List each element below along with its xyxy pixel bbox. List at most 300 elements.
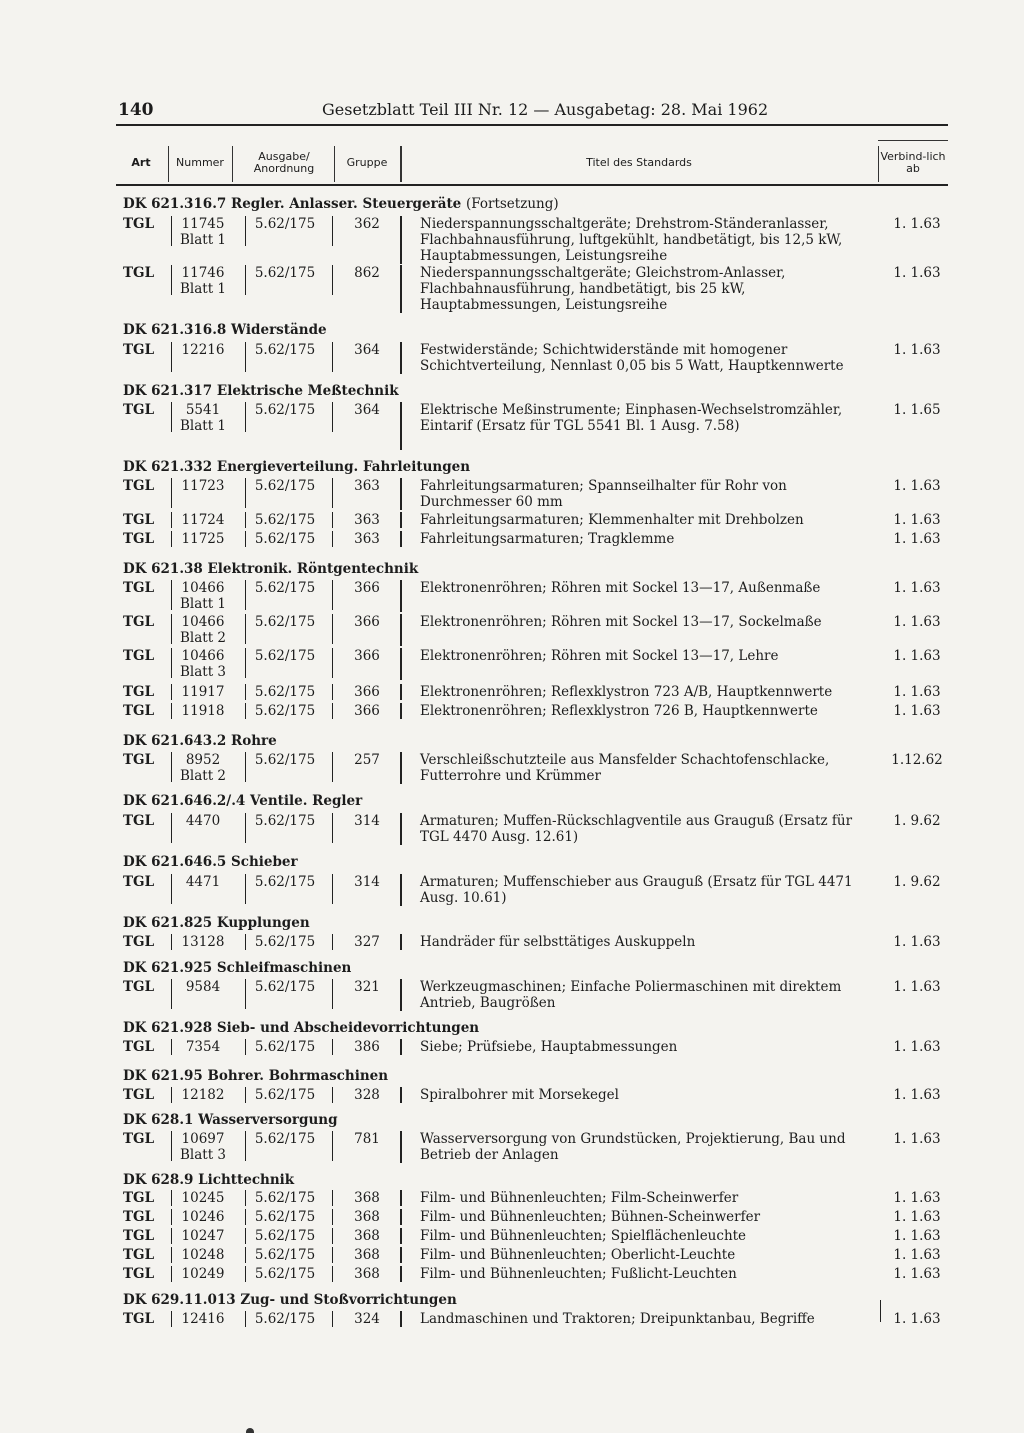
column-rule (171, 1039, 172, 1055)
section-title-text: DK 621.316.8 Widerstände (123, 322, 327, 338)
nummer-value: 12416 (181, 1311, 225, 1327)
column-rule (171, 342, 172, 372)
column-rule (245, 1087, 246, 1103)
section-title-text: DK 621.332 Energieverteilung. Fahrleitungen (123, 459, 471, 475)
gruppe-cell: 366 (354, 684, 380, 700)
titel-cell: Film- und Bühnenleuchten; Fußlicht-Leuchten (420, 1266, 737, 1282)
column-rule (245, 1266, 246, 1282)
column-rule (332, 703, 333, 719)
verbind-cell: 1. 1.65 (893, 402, 941, 418)
nummer-value: 10249 (181, 1266, 225, 1282)
section-title (123, 1020, 479, 1036)
column-rule (400, 342, 402, 374)
gruppe-cell: 321 (354, 979, 380, 995)
section-title (123, 960, 351, 976)
gruppe-cell: 257 (354, 752, 380, 768)
column-rule (400, 1247, 402, 1263)
column-rule (245, 614, 246, 644)
titel-cell: Film- und Bühnenleuchten; Film-Scheinwerfer (420, 1190, 739, 1206)
section-title (123, 322, 327, 338)
column-rule (332, 512, 333, 528)
ausgabe-cell: 5.62/175 (254, 402, 316, 418)
nummer-cell (168, 1039, 238, 1055)
column-rule (171, 1266, 172, 1282)
ausgabe-cell: 5.62/175 (254, 648, 316, 664)
verbind-cell: 1. 1.63 (893, 1190, 941, 1206)
section-title (123, 1292, 457, 1308)
ausgabe-cell: 5.62/175 (254, 1266, 316, 1282)
column-separator (232, 146, 233, 182)
gruppe-cell: 366 (354, 614, 380, 630)
nummer-value: 11917 (181, 684, 225, 700)
column-rule (400, 614, 402, 646)
blatt-value: Blatt 1 (179, 418, 227, 434)
titel-cell: Elektronenröhren; Röhren mit Sockel 13—17, Sockelmaße (420, 614, 822, 630)
ausgabe-cell: 5.62/175 (254, 752, 316, 768)
print-mark (246, 1428, 254, 1433)
gruppe-cell: 314 (354, 813, 380, 829)
column-rule (171, 1131, 172, 1161)
column-rule (400, 979, 402, 1011)
verbind-cell: 1. 1.63 (893, 1228, 941, 1244)
gruppe-cell: 364 (354, 342, 380, 358)
gruppe-cell: 366 (354, 580, 380, 596)
column-rule (245, 813, 246, 843)
column-rule (245, 752, 246, 782)
art-cell: TGL (123, 402, 155, 418)
art-cell: TGL (123, 1087, 155, 1103)
section-title-text: DK 621.646.2/.4 Ventile. Regler (123, 793, 363, 809)
section-title-text: DK 621.643.2 Rohre (123, 733, 277, 749)
column-rule (245, 512, 246, 528)
section-title (123, 733, 277, 749)
column-rule (171, 1087, 172, 1103)
nummer-cell (168, 1087, 238, 1103)
nummer-value: 10466 (181, 580, 225, 596)
section-title-extension: (Fortsetzung) (465, 196, 559, 212)
column-rule (171, 934, 172, 950)
gruppe-cell: 324 (354, 1311, 380, 1327)
nummer-cell (168, 216, 238, 248)
column-rule (245, 216, 246, 246)
nummer-value: 5541 (185, 402, 221, 418)
titel-cell: Elektronenröhren; Reflexklystron 726 B, Hauptkennwerte (420, 703, 818, 719)
column-rule (332, 1228, 333, 1244)
gruppe-cell: 362 (354, 216, 380, 232)
titel-cell: Elektronenröhren; Röhren mit Sockel 13—17, Lehre (420, 648, 779, 664)
nummer-value: 13128 (181, 934, 225, 950)
nummer-cell (168, 402, 238, 434)
column-rule (332, 1247, 333, 1263)
column-rule (332, 531, 333, 547)
column-rule (332, 1209, 333, 1225)
verbind-cell: 1. 1.63 (893, 580, 941, 596)
column-rule (400, 580, 402, 612)
verbind-cell: 1. 1.63 (893, 512, 941, 528)
nummer-cell (168, 1131, 238, 1163)
art-cell: TGL (123, 1228, 155, 1244)
column-rule (171, 580, 172, 610)
ausgabe-cell: 5.62/175 (254, 813, 316, 829)
gruppe-cell: 366 (354, 648, 380, 664)
column-header-art: Art (131, 156, 151, 169)
section-title-text: DK 621.646.5 Schieber (123, 854, 298, 870)
column-rule (400, 1228, 402, 1244)
art-cell: TGL (123, 703, 155, 719)
column-rule (400, 813, 402, 845)
gruppe-cell: 363 (354, 478, 380, 494)
ausgabe-cell: 5.62/175 (254, 1247, 316, 1263)
header-rule (116, 124, 948, 126)
column-rule (245, 1228, 246, 1244)
gruppe-cell: 368 (354, 1190, 380, 1206)
nummer-value: 11746 (181, 265, 225, 281)
nummer-value: 11745 (181, 216, 225, 232)
section-title-text: DK 628.9 Lichttechnik (123, 1172, 295, 1188)
column-rule (245, 684, 246, 700)
art-cell: TGL (123, 874, 155, 890)
column-rule (400, 531, 402, 547)
art-cell: TGL (123, 614, 155, 630)
nummer-cell (168, 979, 238, 995)
ausgabe-cell: 5.62/175 (254, 342, 316, 358)
verbind-cell: 1. 1.63 (893, 1131, 941, 1147)
column-rule (245, 580, 246, 610)
gruppe-cell: 363 (354, 512, 380, 528)
column-rule (400, 874, 402, 906)
column-rule (400, 1266, 402, 1282)
blatt-value: Blatt 1 (179, 281, 227, 297)
column-rule (332, 1131, 333, 1161)
column-rule (245, 1247, 246, 1263)
titel-cell: Fahrleitungsarmaturen; Spannseilhalter für Rohr von Durchmesser 60 mm (420, 478, 787, 510)
nummer-cell (168, 1228, 238, 1244)
titel-cell: Armaturen; Muffen-Rückschlagventile aus Grauguß (Ersatz für TGL 4470 Ausg. 12.61) (420, 813, 853, 845)
column-rule (332, 1190, 333, 1206)
gruppe-cell: 328 (354, 1087, 380, 1103)
ausgabe-cell: 5.62/175 (254, 1209, 316, 1225)
art-cell: TGL (123, 216, 155, 232)
column-rule (332, 979, 333, 1009)
nummer-value: 11725 (181, 531, 225, 547)
titel-cell: Wasserversorgung von Grundstücken, Projektierung, Bau und Betrieb der Anlagen (420, 1131, 846, 1163)
gruppe-cell: 386 (354, 1039, 380, 1055)
ausgabe-cell: 5.62/175 (254, 1039, 316, 1055)
column-rule (245, 478, 246, 508)
column-rule (171, 1247, 172, 1263)
verbind-cell: 1. 1.63 (893, 648, 941, 664)
section-title-text: DK 629.11.013 Zug- und Stoßvorrichtungen (123, 1292, 457, 1308)
column-rule (245, 342, 246, 372)
nummer-value: 12182 (181, 1087, 225, 1103)
nummer-cell (168, 580, 238, 612)
column-rule (400, 1087, 402, 1103)
art-cell: TGL (123, 1039, 155, 1055)
verbind-cell: 1. 1.63 (893, 934, 941, 950)
nummer-value: 10466 (181, 614, 225, 630)
titel-cell: Handräder für selbsttätiges Auskuppeln (420, 934, 696, 950)
column-rule (171, 1190, 172, 1206)
titel-cell: Verschleißschutzteile aus Mansfelder Schachtofenschlacke, Futterrohre und Krümmer (420, 752, 830, 784)
nummer-value: 11723 (181, 478, 225, 494)
nummer-cell (168, 342, 238, 358)
column-rule (332, 614, 333, 644)
page-number: 140 (118, 100, 154, 120)
column-rule (171, 512, 172, 528)
column-rule (171, 531, 172, 547)
column-rule (171, 684, 172, 700)
column-rule (332, 342, 333, 372)
column-rule (332, 1039, 333, 1055)
verbind-cell: 1. 9.62 (893, 813, 941, 829)
column-rule (171, 752, 172, 782)
column-header-gruppe: Gruppe (346, 156, 388, 169)
column-rule (245, 1131, 246, 1161)
column-rule (332, 752, 333, 782)
art-cell: TGL (123, 1209, 155, 1225)
nummer-cell (168, 265, 238, 297)
nummer-cell (168, 703, 238, 719)
blatt-value: Blatt 2 (179, 630, 227, 646)
column-header-titel: Titel des Standards (586, 156, 692, 169)
nummer-cell (168, 478, 238, 494)
nummer-cell (168, 1311, 238, 1327)
art-cell: TGL (123, 1311, 155, 1327)
art-cell: TGL (123, 648, 155, 664)
section-title-text: DK 628.1 Wasserversorgung (123, 1112, 338, 1128)
titel-cell: Film- und Bühnenleuchten; Spielflächenleuchte (420, 1228, 747, 1244)
art-cell: TGL (123, 1131, 155, 1147)
page-header-title: Gesetzblatt Teil III Nr. 12 — Ausgabetag: 28. Mai 1962 (322, 100, 769, 119)
nummer-value: 11724 (181, 512, 225, 528)
section-title-text: DK 621.316.7 Regler. Anlasser. Steuergeräte (123, 196, 462, 212)
column-rule (332, 402, 333, 432)
column-header-top-rule (878, 140, 948, 141)
section-title-text: DK 621.317 Elektrische Meßtechnik (123, 383, 399, 399)
art-cell: TGL (123, 1247, 155, 1263)
column-rule (400, 216, 402, 264)
verbind-cell: 1. 1.63 (893, 1039, 941, 1055)
column-rule (332, 1311, 333, 1327)
nummer-cell (168, 752, 238, 784)
section-title-text: DK 621.38 Elektronik. Röntgentechnik (123, 561, 419, 577)
column-rule (400, 1039, 402, 1055)
art-cell: TGL (123, 342, 155, 358)
section-title (123, 383, 399, 399)
nummer-value: 8952 (185, 752, 221, 768)
gruppe-cell: 781 (354, 1131, 380, 1147)
gruppe-cell: 363 (354, 531, 380, 547)
column-rule (171, 703, 172, 719)
verbind-cell: 1. 1.63 (893, 531, 941, 547)
art-cell: TGL (123, 512, 155, 528)
column-rule (171, 478, 172, 508)
nummer-cell (168, 512, 238, 528)
art-cell: TGL (123, 934, 155, 950)
nummer-cell (168, 813, 238, 829)
section-title (123, 561, 418, 577)
column-rule (400, 265, 402, 313)
column-rule (400, 402, 402, 450)
column-rule (171, 813, 172, 843)
ausgabe-cell: 5.62/175 (254, 580, 316, 596)
nummer-value: 11918 (181, 703, 225, 719)
column-rule (332, 216, 333, 246)
titel-cell: Spiralbohrer mit Morsekegel (420, 1087, 619, 1103)
column-rule (332, 1266, 333, 1282)
ausgabe-cell: 5.62/175 (254, 1228, 316, 1244)
section-title-text: DK 621.825 Kupplungen (123, 915, 310, 931)
column-rule (332, 813, 333, 843)
margin-mark (880, 1300, 881, 1322)
blatt-value: Blatt 2 (179, 768, 227, 784)
column-rule (171, 1209, 172, 1225)
column-header-verbind: Verbind-lich ab (880, 150, 946, 175)
titel-cell: Fahrleitungsarmaturen; Tragklemme (420, 531, 675, 547)
titel-cell: Siebe; Prüfsiebe, Hauptabmessungen (420, 1039, 678, 1055)
column-rule (332, 648, 333, 678)
column-rule (400, 934, 402, 950)
nummer-value: 10247 (181, 1228, 225, 1244)
ausgabe-cell: 5.62/175 (254, 1190, 316, 1206)
column-rule (245, 648, 246, 678)
ausgabe-cell: 5.62/175 (254, 703, 316, 719)
verbind-cell: 1. 1.63 (893, 478, 941, 494)
column-rule (332, 684, 333, 700)
column-rule (245, 979, 246, 1009)
titel-cell: Niederspannungsschaltgeräte; Gleichstrom-Anlasser, Flachbahnausführung, handbetätigt, bis 25 kW, Hauptabmessungen, Leistungsreihe (420, 265, 786, 313)
titel-cell: Fahrleitungsarmaturen; Klemmenhalter mit Drehbolzen (420, 512, 804, 528)
ausgabe-cell: 5.62/175 (254, 531, 316, 547)
column-rule (245, 703, 246, 719)
art-cell: TGL (123, 1266, 155, 1282)
section-title (123, 1112, 338, 1128)
ausgabe-cell: 5.62/175 (254, 216, 316, 232)
nummer-value: 4470 (185, 813, 221, 829)
titel-cell: Film- und Bühnenleuchten; Bühnen-Scheinwerfer (420, 1209, 761, 1225)
section-title-text: DK 621.95 Bohrer. Bohrmaschinen (123, 1068, 389, 1084)
verbind-cell: 1. 1.63 (893, 216, 941, 232)
column-rule (332, 1087, 333, 1103)
titel-cell: Landmaschinen und Traktoren; Dreipunktanbau, Begriffe (420, 1311, 815, 1327)
section-title (123, 854, 298, 870)
verbind-cell: 1. 1.63 (893, 614, 941, 630)
ausgabe-cell: 5.62/175 (254, 614, 316, 630)
column-rule (400, 1131, 402, 1163)
column-rule (171, 216, 172, 246)
art-cell: TGL (123, 752, 155, 768)
nummer-cell (168, 1266, 238, 1282)
column-rule (245, 1190, 246, 1206)
ausgabe-cell: 5.62/175 (254, 979, 316, 995)
column-rule (332, 934, 333, 950)
column-rule (245, 1209, 246, 1225)
gruppe-cell: 368 (354, 1228, 380, 1244)
column-rule (245, 402, 246, 432)
nummer-value: 10246 (181, 1209, 225, 1225)
nummer-cell (168, 1190, 238, 1206)
nummer-value: 10245 (181, 1190, 225, 1206)
column-rule (400, 648, 402, 680)
art-cell: TGL (123, 478, 155, 494)
column-rule (400, 1311, 402, 1327)
nummer-cell (168, 684, 238, 700)
ausgabe-cell: 5.62/175 (254, 1131, 316, 1147)
titel-cell: Werkzeugmaschinen; Einfache Poliermaschinen mit direktem Antrieb, Baugrößen (420, 979, 842, 1011)
column-rule (400, 703, 402, 719)
verbind-cell: 1. 9.62 (893, 874, 941, 890)
section-title (123, 459, 470, 475)
ausgabe-cell: 5.62/175 (254, 934, 316, 950)
ausgabe-cell: 5.62/175 (254, 874, 316, 890)
column-rule (245, 874, 246, 904)
column-header-rule (116, 184, 948, 186)
art-cell: TGL (123, 979, 155, 995)
section-title-text: DK 621.925 Schleifmaschinen (123, 960, 352, 976)
blatt-value: Blatt 3 (179, 1147, 227, 1163)
column-rule (245, 531, 246, 547)
nummer-value: 7354 (185, 1039, 221, 1055)
art-cell: TGL (123, 265, 155, 281)
nummer-value: 10697 (181, 1131, 225, 1147)
column-rule (400, 1209, 402, 1225)
column-header-nummer: Nummer (176, 156, 224, 169)
nummer-cell (168, 934, 238, 950)
titel-cell: Festwiderstände; Schichtwiderstände mit homogener Schichtverteilung, Nennlast 0,05 bis 5 Watt, Hauptkennwerte (420, 342, 844, 374)
titel-cell: Elektrische Meßinstrumente; Einphasen-Wechselstromzähler, Eintarif (Ersatz für TGL 5541 Bl. 1 Ausg. 7.58) (420, 402, 843, 434)
verbind-cell: 1. 1.63 (893, 342, 941, 358)
verbind-cell: 1. 1.63 (893, 1209, 941, 1225)
section-title-text: DK 621.928 Sieb- und Abscheidevorrichtungen (123, 1020, 480, 1036)
column-rule (400, 684, 402, 700)
gruppe-cell: 366 (354, 703, 380, 719)
column-rule (332, 874, 333, 904)
column-rule (171, 1311, 172, 1327)
gruppe-cell: 368 (354, 1247, 380, 1263)
ausgabe-cell: 5.62/175 (254, 512, 316, 528)
verbind-cell: 1.12.62 (891, 752, 943, 768)
gruppe-cell: 368 (354, 1266, 380, 1282)
column-rule (245, 934, 246, 950)
section-title (123, 1172, 294, 1188)
titel-cell: Niederspannungsschaltgeräte; Drehstrom-Ständeranlasser, Flachbahnausführung, luftgekühlt, handbetätigt, bis 12,5 kW, Hauptabmessungen, Leistungsreihe (420, 216, 843, 264)
column-rule (171, 614, 172, 644)
verbind-cell: 1. 1.63 (893, 979, 941, 995)
art-cell: TGL (123, 1190, 155, 1206)
column-rule (171, 979, 172, 1009)
column-rule (400, 512, 402, 528)
art-cell: TGL (123, 684, 155, 700)
nummer-value: 12216 (181, 342, 225, 358)
nummer-cell (168, 614, 238, 646)
verbind-cell: 1. 1.63 (893, 1087, 941, 1103)
verbind-cell: 1. 1.63 (893, 265, 941, 281)
column-rule (171, 265, 172, 295)
column-rule (400, 752, 402, 784)
column-rule (400, 478, 402, 510)
column-rule (332, 478, 333, 508)
section-title (123, 1068, 388, 1084)
verbind-cell: 1. 1.63 (893, 1266, 941, 1282)
column-rule (171, 1228, 172, 1244)
column-rule (245, 1311, 246, 1327)
nummer-value: 4471 (185, 874, 221, 890)
column-rule (245, 265, 246, 295)
titel-cell: Film- und Bühnenleuchten; Oberlicht-Leuchte (420, 1247, 736, 1263)
column-rule (400, 1190, 402, 1206)
blatt-value: Blatt 3 (179, 664, 227, 680)
verbind-cell: 1. 1.63 (893, 684, 941, 700)
